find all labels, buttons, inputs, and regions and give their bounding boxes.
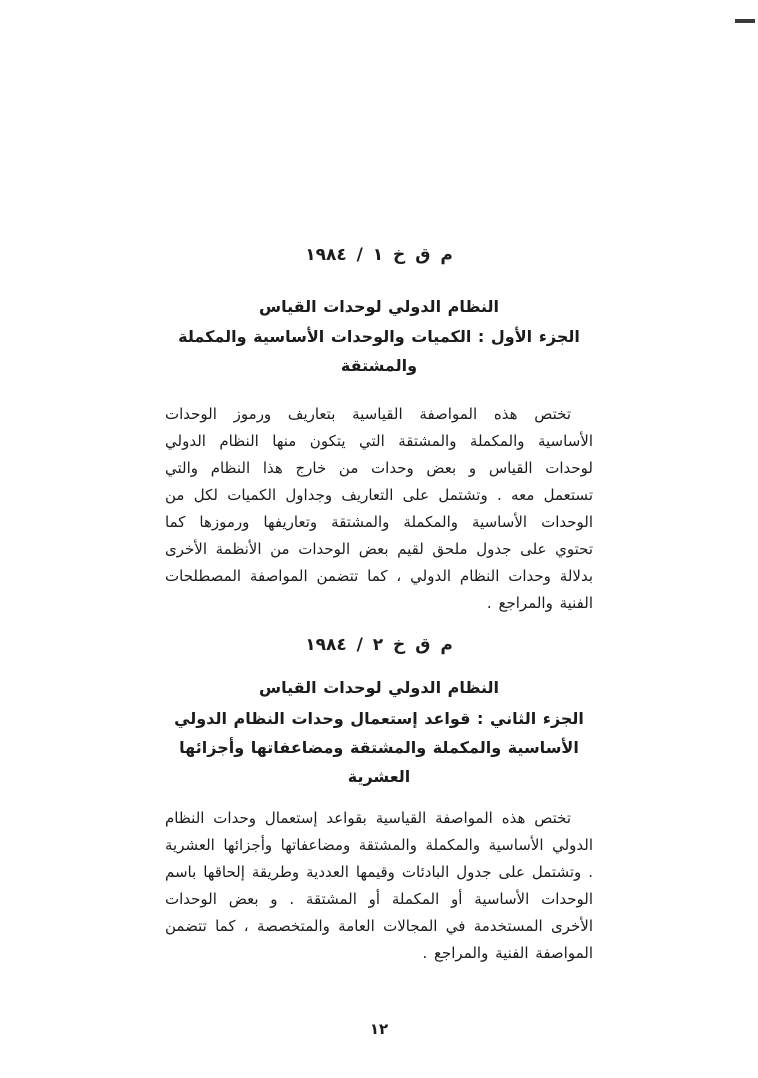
standard-code-1: م ق خ ١ / ١٩٨٤ bbox=[305, 245, 453, 265]
standard-abstract-2: تختص هذه المواصفة القياسية بقواعد إستعمال وحدات النظام الدولي الأساسية والمكملة والمشتقة ومضاعفاتها وأجزائها العشرية . وتشتمل على جدول البادئات وقيمها العددية وطريقة إلحاقها باسم الوحدات الأساسية أو المكملة أو المشتقة . و بعض الوحدات الأخرى المستخدمة في المجالات العامة والمتخصصة ، كما تتضمن المواصفة الفنية والمراجع . bbox=[165, 809, 593, 962]
standard-abstract-1: تختص هذه المواصفة القياسية بتعاريف ورموز الوحدات الأساسية والمكملة والمشتقة التي يتكون منها النظام الدولي لوحدات القياس و بعض وحدات من خارج هذا النظام والتي تستعمل معه . وتشتمل على التعاريف وجداول الكميات لكل من الوحدات الأساسية والمكملة والمشتقة وتعاريفها ورموزها كما تحتوي على جدول ملحق لقيم بعض الوحدات من الأنظمة الأخرى بدلالة وحدات النظام الدولي ، كما تتضمن المواصفة المصطلحات الفنية والمراجع . bbox=[165, 405, 593, 612]
scan-corner-mark bbox=[735, 19, 755, 23]
standard-code-2: م ق خ ٢ / ١٩٨٤ bbox=[305, 635, 453, 655]
standard-title-1: النظام الدولي لوحدات القياس bbox=[259, 297, 499, 316]
standard-title-2: النظام الدولي لوحدات القياس bbox=[259, 678, 499, 697]
text-column bbox=[165, 0, 593, 982]
standard-subtitle-2: الجزء الثاني : قواعد إستعمال وحدات النظام الدولي الأساسية والمكملة والمشتقة ومضاعفاتها وأجزائها العشرية bbox=[174, 709, 584, 786]
page-number: ١٢ bbox=[369, 1020, 389, 1038]
standard-subtitle-1: الجزء الأول : الكميات والوحدات الأساسية والمكملة والمشتقة bbox=[178, 327, 580, 375]
